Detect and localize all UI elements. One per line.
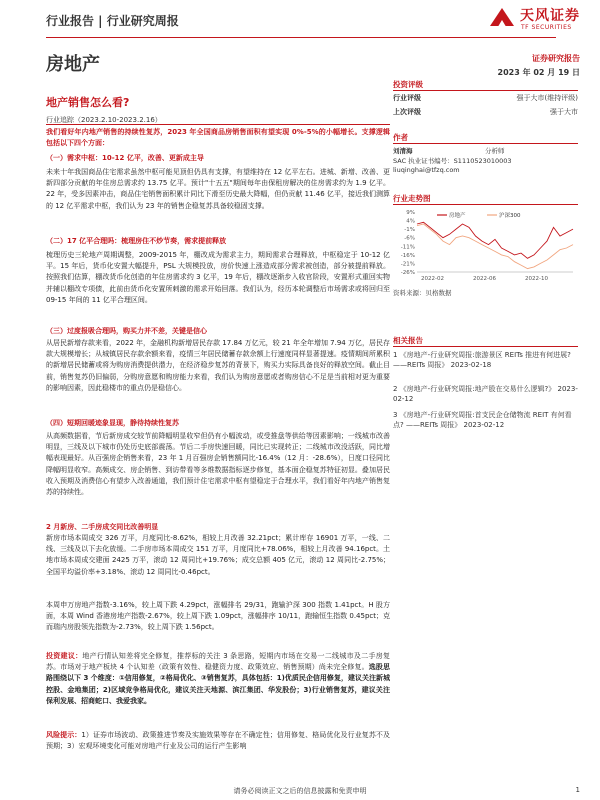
breadcrumb: 行业报告 | 行业研究周报 xyxy=(46,14,179,28)
rating-row xyxy=(393,93,578,104)
rating-rule xyxy=(393,90,578,91)
trend-rule xyxy=(393,204,578,205)
section-5-body-1: 新房市场本周成交 326 万平，月度同比-8.62%，相较上月改善 32.21pct；累计库存 16901 万平，一线、二线、三线及以下去化放缓。二手房市场本周成交 151 万平，月度同比+78.06%，相较上月改善 94.16pct。土地市场本周成交建面 2425 万平，滚动 12 周同比+19.76%；成交总额 405 亿元，滚动 12 周同比-2.75%；全国平均溢价率+3.18%、滚动 12 周同比-0.46pct。 xyxy=(46,534,390,576)
company-logo xyxy=(488,4,588,38)
page-number: 1 xyxy=(575,786,580,794)
section-5-heading: 2 月新房、二手房成交同比改善明显 xyxy=(46,523,159,531)
section-1-heading: （一）需求中枢：10-12 亿平，改善、更新成主导 xyxy=(46,154,204,162)
tracking-period: 行业追踪（2023.2.10-2023.2.16） xyxy=(46,116,162,124)
chart-source: 资料来源：贝格数据 xyxy=(393,289,452,297)
y-tick-label: -21% xyxy=(400,261,415,268)
rating-key: 上次评级 xyxy=(393,108,421,116)
advice-picks: 选股思路围绕以下 3 个维度：①信用修复，②格局优化、③销售复苏，具体包括：1)优质民企信用修复，建议关注新城控股、金地集团；2)区域竞争格局优化，建议关注天地源、滨江集团、华发股份；3)行业销售复苏，建议关注保利发展、招商蛇口、我爱我家。 xyxy=(46,663,391,705)
section-4-heading: （四）短期回暖迹象显现，静待持续性复苏 xyxy=(46,419,179,427)
section-3-heading: （三）过度报吸合理吗，购买力并不差，关键是信心 xyxy=(46,327,207,335)
analyst-row xyxy=(393,147,578,157)
header-rule xyxy=(46,37,556,38)
disclaimer-footer: 请务必阅读正文之后的信息披露和免责申明 xyxy=(233,787,367,795)
section-1-body: 未来十年我国商品住宅需求虽然中枢可能见顶但仍具有支撑，有望维持在 12 亿平左右。进城、新增、改善、更新四部分贡献的年住房总需求约 13.75 亿平。预计"十五五"期间每年由保租房解决的住房需求约为 1.9 亿平。22 年，受多因素冲击，商品住宅销售面积累计同比下滑至历史最大降幅，但仍贡献 11.46 亿平，接近我们测算的 12 亿平需求中枢，我们认为 23 年的销售企稳复苏具备较稳固支撑。 xyxy=(46,168,390,210)
rating-heading: 投资评级 xyxy=(393,80,423,89)
investment-advice xyxy=(46,651,390,707)
related-item[interactable]: 3 《房地产-行业研究周报:首支民企仓储物流 REIT 有何看点? ——REITs 周报》 2023-02-12 xyxy=(393,411,572,429)
related-item[interactable]: 2 《房地产-行业研究周报:地产股在交易什么逻辑?》 2023-02-12 xyxy=(393,385,578,403)
x-tick-label: 2022-10 xyxy=(525,276,548,282)
section-rule xyxy=(46,124,390,125)
logo-mark-icon xyxy=(488,6,516,32)
trend-heading: 行业走势图 xyxy=(393,194,431,203)
y-tick-label: 9% xyxy=(406,210,415,216)
series-line xyxy=(417,222,573,258)
section-3-body: 从居民新增存款来看，2022 年，金融机构新增居民存款 17.84 万亿元，较 21 年全年增加 7.94 万亿，居民存款大规模增长；从城镇居民存款余额来看，疫情三年居民储蓄存款余额上行速度同样显著提速。疫情期间所累积的新增居民储蓄或将为购房消费提供潜力，在经济稳步复苏的背景下，购买力实际具备良好的释放空间。截止目前，销售复苏仍旧偏弱，分购房意愿和购房能力来看，我们认为购房意愿或者购房信心不足是当前相对更为重要的影响因素，因此稳楼市的重点仍是稳信心。 xyxy=(46,339,390,392)
legend-label: 房地产 xyxy=(449,213,466,219)
section-5-body-2: 本周申万房地产指数-3.16%，较上周下跌 4.29pct，涨幅排名 29/31，跑输沪深 300 指数 1.41pct。H 股方面，本周 Wind 香港房地产指数-2.67%，较上周下跌 1.09pct，涨幅排序 10/11，跑输恒生指数 0.45pct；克而瑞内房股领先指数为-2.73%，较上周下跌 1.56pct。 xyxy=(46,601,390,632)
section-4-body: 从高频数据看，节后新房成交较节前降幅明显收窄但仍有小幅波动，或受推盘等供给等因素影响；一线城市改善明显，三线及以下城市仍处历史底部震荡。节后二手房快速回暖，同比已实现转正；二线城市改没活跃，同比增幅表现最好。从百强房企销售来看，23 年 1 月百强房企销售额同比-16.4%（12 月：-28.6%），日度口径同比降幅明显收窄。高频成交、房企销售、到访带看等多维数据指标逐步修复，基本面企稳复苏特征初显。叠加居民收入预期及消费信心有望步入改善通道，我们预计住宅需求中枢有望稳定于合理水平，我们看好年内地产销售复苏的持续性。 xyxy=(46,432,390,497)
rating-value: 强于大市 xyxy=(550,108,578,116)
lead-paragraph: 我们看好年内地产销售的持续性复苏，2023 年全国商品房销售面积有望实现 0%-5%的小幅增长。支撑逻辑包括以下四个方面： xyxy=(46,128,390,148)
analyst-role: 分析师 xyxy=(485,147,505,155)
logo-text: 天风证券 xyxy=(520,8,580,24)
related-heading: 相关报告 xyxy=(393,336,423,345)
y-tick-label: 4% xyxy=(406,218,415,225)
y-tick-label: -6% xyxy=(404,235,415,242)
y-tick-label: -1% xyxy=(404,227,415,234)
rating-value: 强于大市(维持评级) xyxy=(516,94,578,102)
analyst-name: 刘清海 xyxy=(393,147,413,155)
section-2-body: 梳理历史三轮地产周期调整，2009-2015 年，棚改成为需求主力，期间需求合理释放，中枢稳定于 10-12 亿平。15 年后，货币化安置大幅提升，PSL 大规模投放，房价快速上涨造成部分需求被创造，部分被提前释放。按照我们估算，棚改货币化创造的年住房需求约 3 亿平，19 年后，棚改逐渐步入收官阶段，安置形式重回实物并辅以棚改专项债，此前由货币化安置所刺激的需求开始回落。我们认为，经历本轮调整后市场需求或将回归至 09-15 年间的 11 亿平合理区间。 xyxy=(46,251,390,304)
x-tick-label: 2022-06 xyxy=(473,276,496,282)
report-subtitle: 地产销售怎么看? xyxy=(46,96,130,109)
logo-subtext: TF SECURITIES xyxy=(521,24,572,31)
y-tick-label: -26% xyxy=(400,270,415,276)
rating-key: 行业评级 xyxy=(393,94,421,102)
report-date: 2023 年 02 月 19 日 xyxy=(497,68,580,77)
advice-label: 投资建议： xyxy=(46,652,83,660)
y-tick-label: -11% xyxy=(400,244,415,251)
rating-row xyxy=(393,107,578,118)
x-tick-label: 2022-02 xyxy=(421,276,444,282)
series-line xyxy=(417,224,573,269)
legend-label: 沪深300 xyxy=(499,213,521,219)
related-item[interactable]: 1 《房地产-行业研究周报:旅游景区 REITs 推进有何进展? ——REITs 周报》 2023-02-18 xyxy=(393,351,571,369)
y-tick-label: -16% xyxy=(400,252,415,259)
report-type: 证券研究报告 xyxy=(532,54,580,63)
section-2-heading: （二）17 亿平合理吗：梳理房住不炒节奏，需求提前释放 xyxy=(46,237,227,245)
author-rule xyxy=(393,143,578,144)
risk-label: 风险提示： xyxy=(46,731,82,739)
analyst-email[interactable]: liuqinghai@tfzq.com xyxy=(393,166,460,174)
risk-warning xyxy=(46,730,390,752)
analyst-sac: SAC 执业证书编号：S1110523010003 xyxy=(393,157,512,165)
trend-chart xyxy=(393,206,578,286)
author-heading: 作者 xyxy=(393,133,408,142)
risk-body: 1）证券市场波动、政策推进节奏及实施效果等存在不确定性；信用修复、格局优化及行业复苏不及预期；3）宏观环境变化可能对房地产行业及公司的运行产生影响 xyxy=(46,731,391,751)
page-title: 房地产 xyxy=(46,54,100,75)
related-rule xyxy=(393,346,578,347)
advice-body: 地产行情认知差将完全修复，推荐标的关注 3 条思路，短期内市场在交易一二线城市及二手房复苏。市场对于地产板块 4 个认知差（政策有效性、稳健资力度、政策效应、销售预期）尚未完全修复。 xyxy=(46,652,391,672)
